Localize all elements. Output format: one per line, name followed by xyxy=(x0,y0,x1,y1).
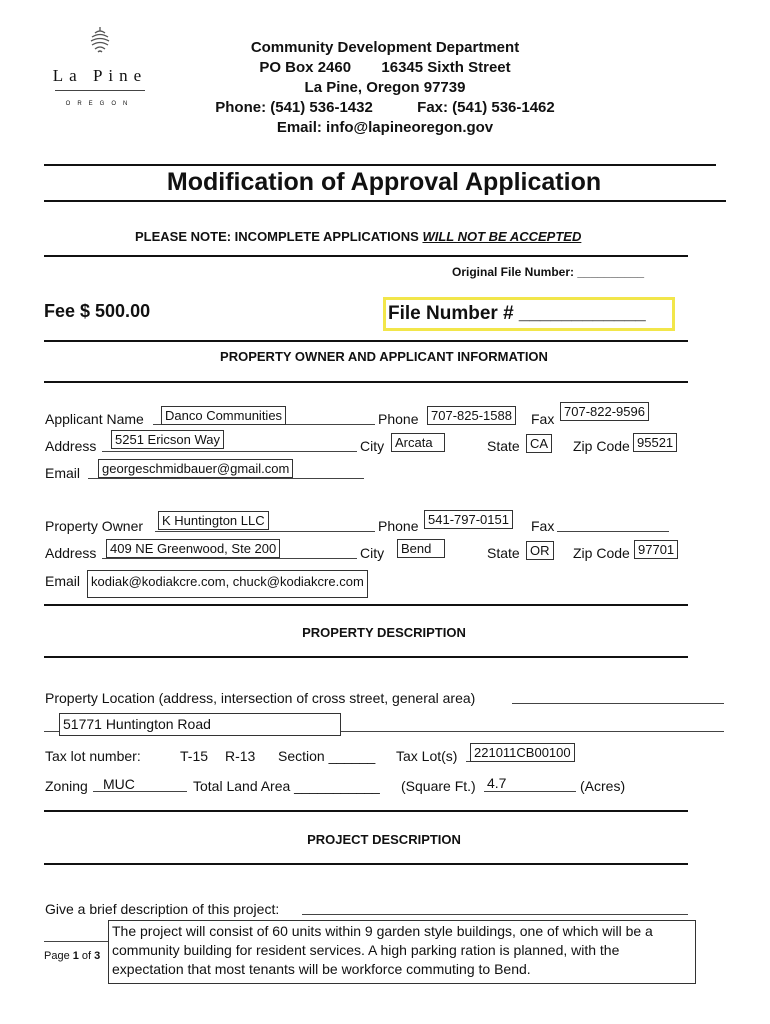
applicant-state-label: State xyxy=(487,438,520,454)
acres-label: (Acres) xyxy=(580,778,626,794)
contact-numbers xyxy=(160,98,610,118)
fee-amount: Fee $ 500.00 xyxy=(44,301,151,321)
divider xyxy=(44,200,726,202)
fax-number: Fax: (541) 536-1462 xyxy=(417,99,555,116)
divider xyxy=(44,604,688,606)
page-indicator xyxy=(44,950,100,962)
divider xyxy=(44,340,688,342)
owner-address-field[interactable]: 409 NE Greenwood, Ste 200 xyxy=(106,539,280,558)
brief-description-label: Give a brief description of this project: xyxy=(45,901,280,917)
la-pine-logo xyxy=(40,25,160,107)
page-total: 3 xyxy=(94,950,101,962)
notice-emphasis: WILL NOT BE ACCEPTED xyxy=(422,229,582,244)
applicant-name-field[interactable]: Danco Communities xyxy=(161,406,286,425)
divider xyxy=(44,656,688,658)
department-header xyxy=(160,38,610,138)
postal-address xyxy=(160,58,610,78)
logo-name: La Pine xyxy=(52,66,148,85)
acres-value[interactable]: 4.7 xyxy=(487,775,507,791)
owner-state-field[interactable]: OR xyxy=(526,541,554,560)
page-number: 1 xyxy=(72,950,79,962)
applicant-zip-field[interactable]: 95521 xyxy=(633,433,677,452)
project-description-field[interactable]: The project will consist of 60 units within 9 garden style buildings, one of which will be a community building for resident services. A high parking ration is planned, with the expectation that most tenants will be workforce commuting to Bend. xyxy=(108,920,696,984)
underline xyxy=(302,914,688,915)
department-name: Community Development Department xyxy=(250,39,520,56)
owner-email-label: Email xyxy=(45,573,81,589)
page-title: Modification of Approval Application xyxy=(166,168,602,196)
divider xyxy=(44,164,716,166)
owner-zip-label: Zip Code xyxy=(573,545,630,561)
page-of: of xyxy=(78,950,95,962)
owner-city-field[interactable]: Bend xyxy=(397,539,445,558)
file-number-field[interactable]: File Number # ____________ xyxy=(383,297,675,331)
divider xyxy=(44,863,688,865)
divider xyxy=(44,810,688,812)
square-ft-label: (Square Ft.) xyxy=(401,778,476,794)
logo-divider xyxy=(55,90,145,91)
logo-subtitle: OREGON xyxy=(65,101,135,107)
owner-name-field[interactable]: K Huntington LLC xyxy=(158,511,269,530)
owner-state-label: State xyxy=(487,545,520,561)
applicant-zip-label: Zip Code xyxy=(573,438,630,454)
owner-email-field[interactable]: kodiak@kodiakcre.com, chuck@kodiakcre.com xyxy=(87,570,368,598)
applicant-name-label: Applicant Name xyxy=(45,411,144,427)
township: T-15 xyxy=(180,748,209,764)
incomplete-notice xyxy=(135,229,581,244)
zoning-value[interactable]: MUC xyxy=(103,776,135,792)
applicant-city-field[interactable]: Arcata xyxy=(391,433,445,452)
property-location-field[interactable]: 51771 Huntington Road xyxy=(59,713,341,736)
applicant-address-field[interactable]: 5251 Ericson Way xyxy=(111,430,224,449)
section-owner-heading: PROPERTY OWNER AND APPLICANT INFORMATION xyxy=(220,349,548,364)
contact-email: Email: info@lapineoregon.gov xyxy=(276,119,494,136)
owner-phone-label: Phone xyxy=(378,518,419,534)
applicant-state-field[interactable]: CA xyxy=(526,434,552,453)
section-label: Section ______ xyxy=(278,748,376,764)
po-box: PO Box 2460 xyxy=(259,59,352,76)
applicant-email-field[interactable]: georgeschmidbauer@gmail.com xyxy=(98,459,293,478)
applicant-email-label: Email xyxy=(45,465,81,481)
underline xyxy=(512,703,724,704)
applicant-phone-field[interactable]: 707-825-1588 xyxy=(427,406,516,425)
property-location-label: Property Location (address, intersection of cross street, general area) xyxy=(45,690,476,706)
owner-fax-field[interactable] xyxy=(557,531,669,532)
applicant-fax-label: Fax xyxy=(531,411,555,427)
original-file-number: Original File Number: __________ xyxy=(452,265,645,279)
owner-zip-field[interactable]: 97701 xyxy=(634,540,678,559)
applicant-fax-field[interactable]: 707-822-9596 xyxy=(560,402,649,421)
notice-text: PLEASE NOTE: INCOMPLETE APPLICATIONS xyxy=(135,229,423,244)
total-land-area-label: Total Land Area ___________ xyxy=(193,778,380,794)
owner-address-label: Address xyxy=(45,545,97,561)
section-property-heading: PROPERTY DESCRIPTION xyxy=(302,625,466,640)
underline xyxy=(484,791,576,792)
underline xyxy=(102,558,357,559)
zoning-label: Zoning xyxy=(45,778,88,794)
tax-lot-number-label: Tax lot number: xyxy=(45,748,141,764)
owner-phone-field[interactable]: 541-797-0151 xyxy=(424,510,513,529)
applicant-city-label: City xyxy=(360,438,385,454)
street-address: 16345 Sixth Street xyxy=(381,59,511,76)
owner-fax-label: Fax xyxy=(531,518,555,534)
owner-city-label: City xyxy=(360,545,385,561)
range: R-13 xyxy=(225,748,256,764)
underline xyxy=(88,478,364,479)
underline xyxy=(102,451,357,452)
page-prefix: Page xyxy=(44,950,73,962)
divider xyxy=(44,255,688,257)
phone-number: Phone: (541) 536-1432 xyxy=(215,99,373,116)
underline xyxy=(155,531,375,532)
city-state: La Pine, Oregon 97739 xyxy=(304,79,466,96)
applicant-address-label: Address xyxy=(45,438,97,454)
property-owner-label: Property Owner xyxy=(45,518,144,534)
applicant-phone-label: Phone xyxy=(378,411,419,427)
pinecone-icon xyxy=(87,25,113,55)
section-project-heading: PROJECT DESCRIPTION xyxy=(307,832,461,847)
tax-lots-label: Tax Lot(s) xyxy=(396,748,458,764)
divider xyxy=(44,381,688,383)
tax-lot-field[interactable]: 221011CB00100 xyxy=(470,743,575,762)
